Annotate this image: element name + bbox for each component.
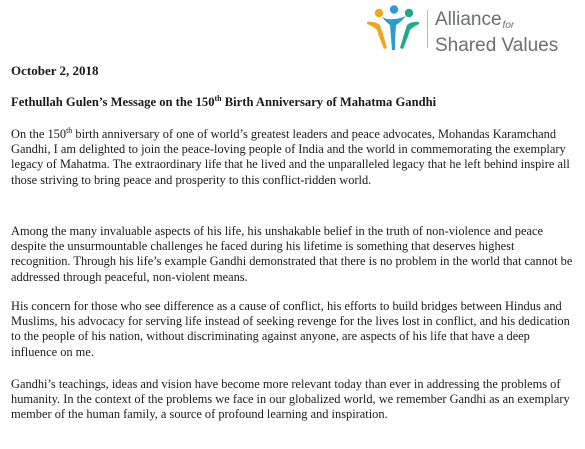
paragraph-1-post: birth anniversary of one of world’s greatest leaders and peace advocates, Mohandas Karamchand Gandhi, I am delighted to join the peace-loving people of India and the world in commemorating the exemplary legacy of Mahatma. The extraordinary life that he lived and the unparalleled legacy that he left behind inspire all those striving to bring peace and prosperity to this conflict-ridden world. [11,127,570,187]
logo-text-alliance: Alliance [435,9,502,30]
title-text-pre: Fethullah Gulen’s Message on the 150 [11,95,215,109]
paragraph-4: Gandhi’s teachings, ideas and vision have become more relevant today than ever in addressing the problems of humanity. In the context of the problems we face in our globalized world, we remember Gandhi as an exemplary member of the human family, a source of profound learning and inspiration. [11,377,570,422]
paragraph-2: Among the many invaluable aspects of his life, his unshakable belief in the truth of non-violence and peace despite the unsurmountable challenges he faced during his lifetime is something that deserves highest recognition. Through his life’s example Gandhi demonstrated that there is no problem in the world that cannot be addressed through peaceful, non-violent means. [11,224,573,284]
paragraph-1 [11,127,577,188]
logo-text-shared-values: Shared Values [435,35,559,56]
letter-date: October 2, 2018 [11,63,99,78]
logo-divider [427,10,428,48]
paragraph-3: His concern for those who see difference as a cause of conflict, his efforts to build bridges between Hindus and Muslims, his advocacy for serving life instead of seeking revenge for the lives lost in conflict, and his dedication to the people of his nation, without discriminating against anyone, are aspects of his life that have a deep influence on me. [11,299,570,359]
logo-wordmark [435,10,558,56]
three-people-figures-icon [365,4,421,54]
title-text-post: Birth Anniversary of Mahatma Gandhi [221,95,437,109]
logo-text-for: for [502,20,515,31]
alliance-logo [365,4,580,54]
title-superscript: th [214,94,222,103]
paragraph-1-superscript: th [66,126,73,135]
paragraph-1-pre: On the 150 [11,127,67,141]
letter-title [11,95,436,110]
